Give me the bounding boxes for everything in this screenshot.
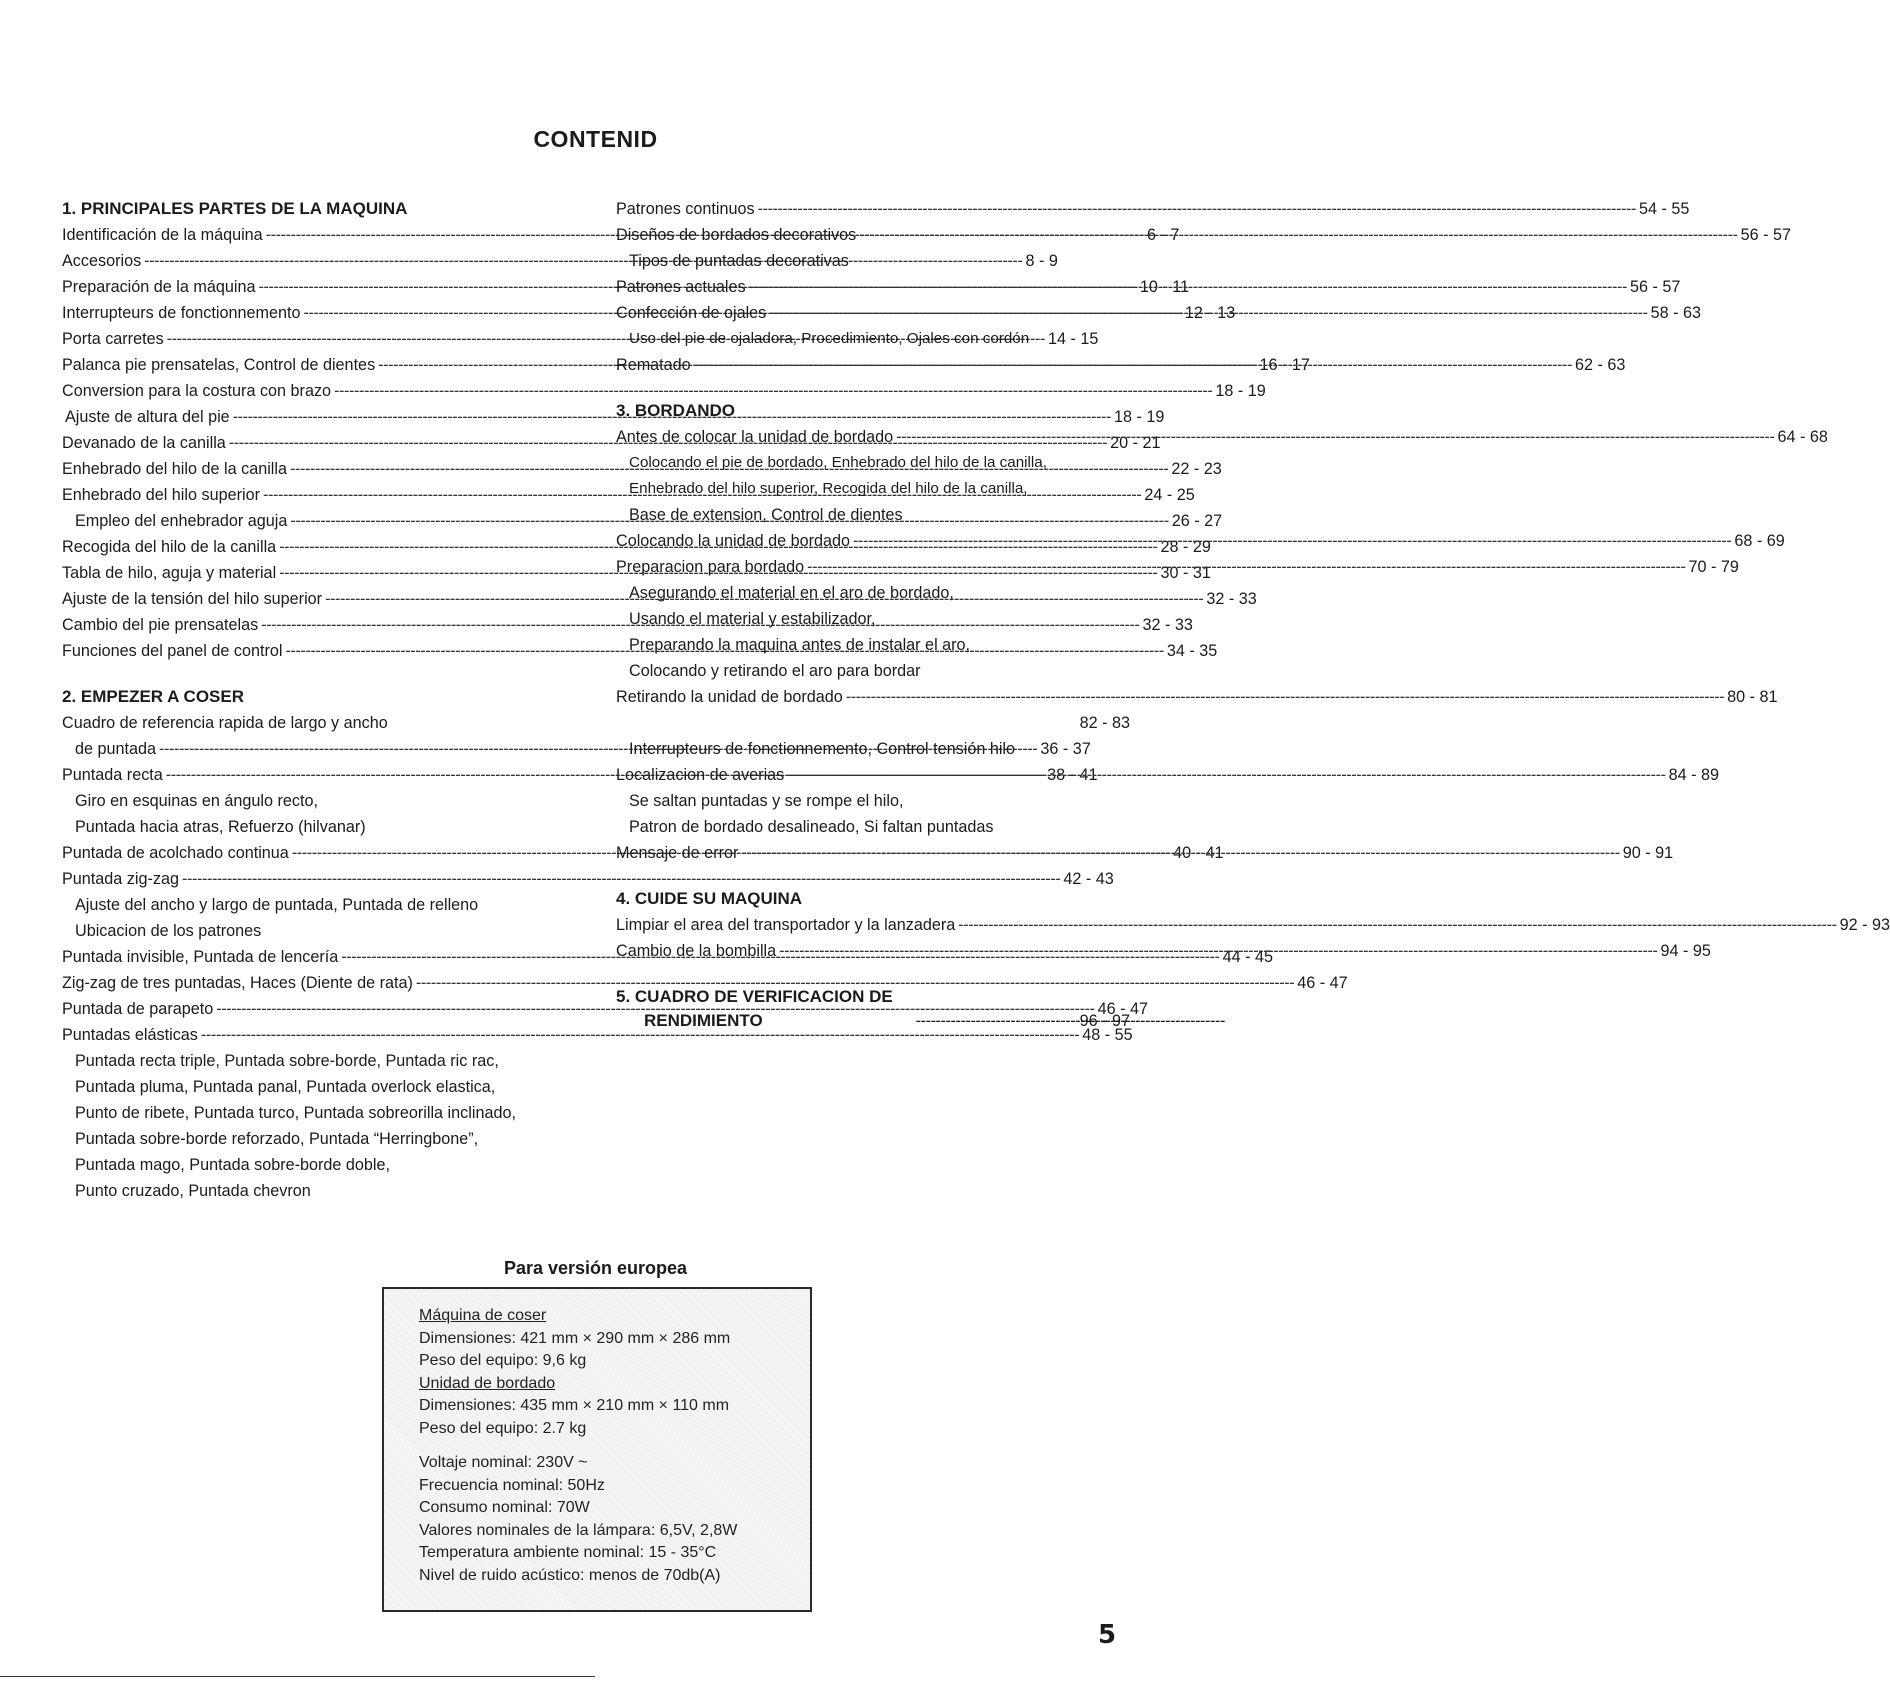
toc-subtext: Ubicacion de los patrones — [75, 922, 262, 940]
toc-subtext: Asegurando el material en el aro de bordado, — [629, 584, 954, 602]
spec-line: Peso del equipo: 9,6 kg — [419, 1352, 587, 1369]
toc-subtext: Puntada sobre-borde reforzado, Puntada “Herringbone”, — [75, 1130, 479, 1148]
toc-subtext: Interrupteurs de fonctionnemento, Control tensión hilo — [629, 740, 1016, 758]
toc-entry: Patrones continuos ----- 54 - 55 — [616, 196, 1130, 222]
toc-entry: Funciones del panel de control ----- 34 - 35 — [62, 638, 583, 664]
toc-subtext: Puntada recta triple, Puntada sobre-borde, Puntada ric rac, — [75, 1052, 499, 1070]
toc-entry: Ajuste de altura del pie ----- 18 - 19 — [62, 404, 583, 430]
spec-line: Valores nominales de la lámpara: 6,5V, 2,8W — [419, 1521, 738, 1539]
toc-entry: Colocando la unidad de bordado ----- 68 - 69 — [616, 528, 1130, 554]
spec-line: Voltaje nominal: 230V ~ — [419, 1454, 588, 1471]
toc-entry: Identificación de la máquina ----- 6 - 7 — [62, 222, 583, 248]
section-heading: 1. PRINCIPALES PARTES DE LA MAQUINA — [62, 199, 408, 218]
spec-line: Consumo nominal: 70W — [419, 1499, 590, 1516]
toc-subtext: Colocando el pie de bordado, Enhebrado del hilo de la canilla, — [629, 454, 1047, 471]
toc-entry: Zig-zag de tres puntadas, Haces (Diente de rata) ----- 46 - 47 — [62, 970, 583, 996]
spec-line: Temperatura ambiente nominal: 15 - 35°C — [419, 1544, 717, 1561]
toc-subtext: Colocando y retirando el aro para bordar — [629, 662, 921, 680]
toc-entry: Accesorios ----- 8 - 9 — [62, 248, 583, 274]
toc-entry: Antes de colocar la unidad de bordado ----- 64 - 68 — [616, 424, 1130, 450]
toc-text: Cuadro de referencia rapida de largo y ancho — [62, 714, 388, 732]
toc-entry: Confección de ojales ----- 58 - 63 — [616, 300, 1130, 326]
spec-line: Dimensiones: 435 mm × 210 mm × 110 mm — [419, 1397, 730, 1414]
spec-heading: Unidad de bordado — [419, 1374, 556, 1392]
toc-entry: Localizacion de averias ----- 84 - 89 — [616, 762, 1130, 788]
toc-extra-pages: 82 - 83 — [1079, 714, 1130, 732]
spec-line: Frecuencia nominal: 50Hz — [419, 1476, 605, 1494]
spec-line: Peso del equipo: 2.7 kg — [419, 1419, 587, 1437]
toc-entry: Retirando la unidad de bordado ----- 80 - 81 — [616, 684, 1130, 710]
toc-entry: Puntada recta ----- 38 - 41 — [62, 762, 583, 788]
toc-entry: Interrupteurs de fonctionnemento ----- 12 - 13 — [62, 300, 583, 326]
section-heading: 3. BORDANDO — [616, 401, 736, 420]
toc-subtext: Punto cruzado, Puntada chevron — [75, 1182, 311, 1200]
spec-box — [382, 1287, 812, 1612]
bottom-divider — [0, 1676, 595, 1677]
section-heading-continued: RENDIMIENTO — [644, 1011, 763, 1030]
toc-entry: Puntadas elásticas ----- 48 - 55 — [62, 1022, 583, 1048]
toc-subtext: Punto de ribete, Puntada turco, Puntada sobreorilla inclinado, — [75, 1104, 516, 1122]
toc-entry: Tabla de hilo, aguja y material ----- 30 - 31 — [62, 560, 583, 586]
toc-subtext: Tipos de puntadas decorativas — [629, 252, 849, 270]
toc-entry: Puntada de parapeto ----- 46 - 47 — [62, 996, 583, 1022]
section-heading: 5. CUADRO DE VERIFICACION DE — [616, 987, 893, 1006]
toc-entry: Cambio del pie prensatelas ----- 32 - 33 — [62, 612, 583, 638]
toc-subtext: Puntada hacia atras, Refuerzo (hilvanar) — [75, 818, 366, 836]
toc-entry: Enhebrado del hilo superior ----- 24 - 25 — [62, 482, 583, 508]
spec-heading: Máquina de coser — [419, 1307, 547, 1324]
toc-entry: Conversion para la costura con brazo ----- 18 - 19 — [62, 378, 583, 404]
toc-entry: Puntada invisible, Puntada de lencería ----- 44 - 45 — [62, 944, 583, 970]
toc-entry: de puntada ----- 36 - 37 — [62, 736, 583, 762]
toc-subtext: Uso del pie de ojaladora, Procedimiento, Ojales con cordón — [629, 330, 1030, 347]
toc-entry: Porta carretes ----- 14 - 15 — [62, 326, 583, 352]
toc-entry: Enhebrado del hilo de la canilla ----- 22 - 23 — [62, 456, 583, 482]
toc-subtext: Puntada pluma, Puntada panal, Puntada overlock elastica, — [75, 1078, 496, 1096]
page-number: 5 — [1098, 1620, 1117, 1650]
toc-subtext: Preparando la maquina antes de instalar el aro, — [629, 636, 971, 654]
toc-subtext: Giro en esquinas en ángulo recto, — [75, 792, 318, 810]
toc-entry: Limpiar el area del transportador y la lanzadera ----- 92 - 93 — [616, 912, 1130, 938]
toc-entry: Puntada de acolchado continua ----- 40 - 41 — [62, 840, 583, 866]
spec-line: Dimensiones: 421 mm × 290 mm × 286 mm — [419, 1329, 731, 1347]
toc-entry: Palanca pie prensatelas, Control de dientes ----- 16 - 17 — [62, 352, 583, 378]
toc-entry: Preparación de la máquina ----- 10 - 11 — [62, 274, 583, 300]
section-5-heading — [616, 984, 1130, 1036]
toc-entry: Rematado ----- 62 - 63 — [616, 352, 1130, 378]
toc-entry: Diseños de bordados decorativos ----- 56 - 57 — [616, 222, 1130, 248]
toc-page-range: ----- 96 - 97 — [916, 1008, 1130, 1034]
toc-entry: Mensaje de error ----- 90 - 91 — [616, 840, 1130, 866]
toc-subtext: Ajuste del ancho y largo de puntada, Puntada de relleno — [75, 896, 479, 914]
section-heading: 4. CUIDE SU MAQUINA — [616, 889, 803, 908]
toc-subtext: Se saltan puntadas y se rompe el hilo, — [629, 792, 904, 810]
toc-entry: Ajuste de la tensión del hilo superior ----- 32 - 33 — [62, 586, 583, 612]
toc-entry: Recogida del hilo de la canilla ----- 28 - 29 — [62, 534, 583, 560]
toc-subtext: Base de extension, Control de dientes — [629, 506, 903, 524]
toc-subtext: Usando el material y estabilizador, — [629, 610, 876, 628]
toc-subtext: Enhebrado del hilo superior, Recogida del hilo de la canilla, — [629, 480, 1028, 497]
section-heading: 2. EMPEZER A COSER — [62, 687, 244, 706]
toc-entry: Puntada zig-zag ----- 42 - 43 — [62, 866, 583, 892]
toc-entry: Devanado de la canilla ----- 20 - 21 — [62, 430, 583, 456]
toc-entry: Cambio de la bombilla ----- 94 - 95 — [616, 938, 1130, 964]
toc-entry: Preparacion para bordado ----- 70 - 79 — [616, 554, 1130, 580]
spec-line: Nivel de ruido acústico: menos de 70db(A) — [419, 1566, 721, 1584]
toc-entry: Empleo del enhebrador aguja ----- 26 - 27 — [62, 508, 583, 534]
toc-subtext: Patron de bordado desalineado, Si faltan puntadas — [629, 818, 994, 836]
euro-version-title: Para versión europea — [503, 1258, 688, 1278]
toc-entry: Patrones actuales ----- 56 - 57 — [616, 274, 1130, 300]
page-title: CONTENID — [533, 126, 658, 152]
toc-subtext: Puntada mago, Puntada sobre-borde doble, — [75, 1156, 390, 1174]
